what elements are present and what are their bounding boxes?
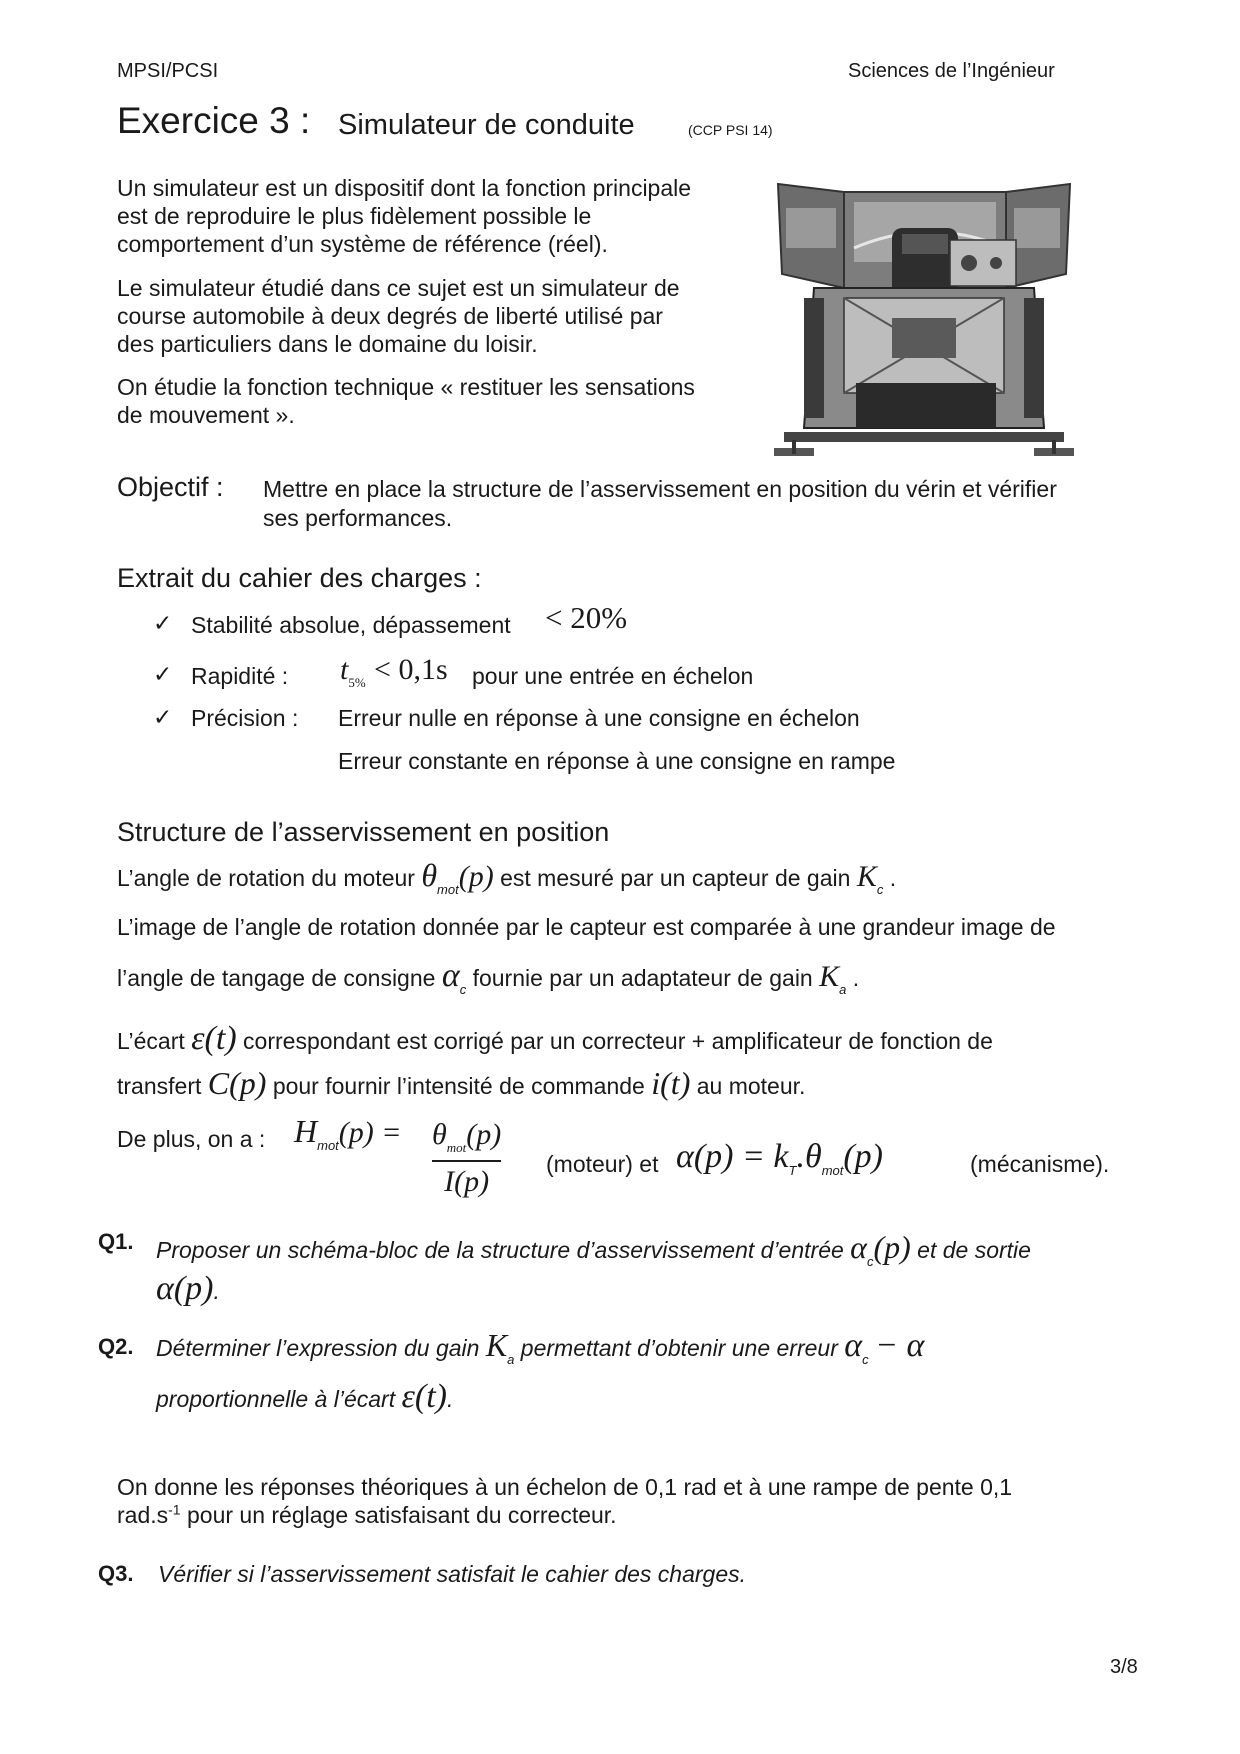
responses-line — [117, 1501, 1012, 1529]
structure-line-4 — [117, 1020, 993, 1058]
math-alpha: α(p) = k — [676, 1138, 789, 1175]
text: transfert — [117, 1073, 202, 1099]
rapidite-text: pour une entrée en échelon — [472, 663, 754, 689]
structure-line-1 — [117, 857, 897, 897]
math-arg: (p) = — [338, 1116, 402, 1149]
math-sub: c — [862, 1352, 869, 1367]
superscript: -1 — [168, 1501, 181, 1518]
text: correspondant est corrigé par un correcteur + amplificateur de fonction de — [243, 1028, 993, 1054]
text: L’angle de rotation du moteur — [117, 865, 415, 891]
math-theta: θ — [421, 857, 438, 893]
structure-line-6-label: De plus, on a : — [117, 1126, 266, 1152]
math-arg: (p) — [873, 1229, 911, 1265]
header-right: Sciences de l’Ingénieur — [848, 60, 1055, 82]
mecanisme-label: (mécanisme). — [970, 1151, 1110, 1177]
precision-line-2: Erreur constante en réponse à une consigne en rampe — [338, 748, 896, 774]
math-sub: mot — [437, 882, 459, 897]
text: est mesuré par un capteur de gain — [500, 865, 851, 891]
intro-paragraph-1 — [117, 174, 691, 258]
fraction-bar — [432, 1160, 501, 1162]
text: au moteur. — [696, 1073, 806, 1099]
math-sub: 5% — [348, 675, 366, 690]
math-epsilon: ε(t) — [191, 1020, 237, 1057]
math-t: t — [340, 653, 349, 686]
driving-simulator-photo — [774, 178, 1074, 462]
intro-paragraph-3 — [117, 373, 695, 429]
moteur-label: (moteur) et — [546, 1151, 659, 1177]
rapidite-label: Rapidité : — [191, 663, 289, 689]
text: proportionnelle à l’écart — [156, 1386, 396, 1412]
text: L’écart — [117, 1028, 185, 1054]
intro-line: est de reproduire le plus fidèlement possible le — [117, 203, 592, 229]
math-sub: a — [507, 1352, 515, 1367]
q1-text — [156, 1229, 1031, 1269]
math-sub: T — [788, 1163, 797, 1178]
q1-number: Q1. — [98, 1229, 134, 1254]
text: . — [852, 965, 860, 991]
text: Déterminer l’expression du gain — [156, 1335, 480, 1361]
stabilite-criterion: < 20% — [545, 600, 628, 635]
exercise-source: (CCP PSI 14) — [688, 122, 773, 138]
math-theta: .θ — [796, 1138, 822, 1175]
math-sub: c — [876, 882, 884, 897]
objectif-text — [263, 475, 1057, 533]
intro-line: On étudie la fonction technique « restituer les sensations — [117, 374, 695, 400]
fraction — [432, 1117, 501, 1200]
objectif-label: Objectif : — [117, 472, 224, 502]
fraction-numerator — [432, 1117, 501, 1158]
math-sub: c — [459, 982, 467, 997]
math-arg: (p) — [466, 1118, 502, 1151]
math-k: K — [485, 1327, 508, 1363]
math-minus-alpha: − α — [875, 1327, 925, 1364]
text: pour un réglage satisfaisant du correcteur. — [186, 1502, 617, 1528]
math-alpha: α — [441, 957, 460, 994]
math-sub: mot — [317, 1138, 339, 1153]
q2-number: Q2. — [98, 1334, 134, 1359]
objectif-line: Mettre en place la structure de l’asservissement en position du vérin et vérifier — [263, 476, 1057, 502]
page-number: 3/8 — [1110, 1656, 1138, 1678]
math-sub: mot — [821, 1163, 844, 1178]
text: . — [213, 1278, 220, 1304]
intro-line: des particuliers dans le domaine du loisir. — [117, 331, 538, 357]
math-epsilon: ε(t) — [401, 1378, 447, 1415]
math-arg: (p) — [458, 860, 494, 893]
responses-paragraph — [117, 1473, 1012, 1529]
fraction-denominator: I(p) — [444, 1164, 490, 1198]
precision-line-1: Erreur nulle en réponse à une consigne en échelon — [338, 705, 860, 731]
cahier-heading: Extrait du cahier des charges : — [117, 563, 482, 593]
structure-line-2: L’image de l’angle de rotation donnée par le capteur est comparée à une grandeur image de — [117, 914, 1056, 940]
math-k: K — [856, 860, 877, 893]
check-icon: ✓ — [153, 661, 173, 687]
intro-line: Le simulateur étudié dans ce sujet est un simulateur de — [117, 275, 680, 301]
stabilite-label: Stabilité absolue, dépassement — [191, 612, 511, 638]
structure-heading: Structure de l’asservissement en position — [117, 817, 610, 847]
alpha-mecanisme-eq — [676, 1138, 883, 1176]
math-i: i(t) — [651, 1065, 691, 1101]
math-alpha: α — [850, 1229, 867, 1265]
math-h: H — [294, 1113, 318, 1149]
intro-paragraph-2 — [117, 274, 680, 358]
exercise-title: Simulateur de conduite — [338, 109, 635, 141]
math-arg: (p) — [843, 1138, 884, 1175]
rapidite-criterion — [340, 653, 448, 690]
check-icon: ✓ — [153, 704, 173, 730]
header-left: MPSI/PCSI — [117, 60, 219, 82]
math-c: C(p) — [207, 1065, 267, 1101]
q2-text — [156, 1327, 924, 1365]
text: Proposer un schéma-bloc de la structure d’asservissement d’entrée — [156, 1237, 844, 1263]
math-theta: θ — [432, 1118, 447, 1151]
exercise-number: Exercice 3 : — [117, 100, 311, 141]
responses-line: On donne les réponses théoriques à un échelon de 0,1 rad et à une rampe de pente 0,1 — [117, 1474, 1013, 1500]
math-bound: < 0,1s — [374, 653, 448, 686]
text: rad.s — [117, 1502, 169, 1528]
math-alpha-p: α(p) — [156, 1270, 214, 1307]
h-mot-lhs — [294, 1113, 402, 1153]
text: et de sortie — [917, 1237, 1031, 1263]
math-k: K — [819, 960, 840, 993]
intro-line: course automobile à deux degrés de liberté utilisé par — [117, 303, 663, 329]
precision-label: Précision : — [191, 705, 299, 731]
text: fournie par un adaptateur de gain — [472, 965, 813, 991]
h-mot-fraction — [432, 1117, 501, 1200]
check-icon: ✓ — [153, 610, 173, 636]
q3-text: Vérifier si l’asservissement satisfait le cahier des charges. — [158, 1561, 747, 1587]
text: permettant d’obtenir une erreur — [520, 1335, 838, 1361]
math-sub: mot — [446, 1140, 467, 1155]
math-sub: c — [866, 1254, 874, 1269]
structure-line-5 — [117, 1065, 805, 1102]
structure-line-3 — [117, 957, 859, 995]
text: l’angle de tangage de consigne — [117, 965, 436, 991]
intro-line: de mouvement ». — [117, 402, 295, 428]
intro-line: comportement d’un système de référence (réel). — [117, 231, 608, 257]
text: . — [889, 865, 897, 891]
math-sub: a — [839, 982, 847, 997]
q1-text-2 — [156, 1270, 220, 1308]
math-alpha: α — [844, 1327, 863, 1364]
objectif-line: ses performances. — [263, 505, 453, 531]
text: pour fournir l’intensité de commande — [272, 1073, 645, 1099]
intro-line: Un simulateur est un dispositif dont la fonction principale — [117, 175, 692, 201]
text: . — [446, 1386, 454, 1412]
q2-text-2 — [156, 1378, 453, 1416]
q3-number: Q3. — [98, 1561, 134, 1586]
